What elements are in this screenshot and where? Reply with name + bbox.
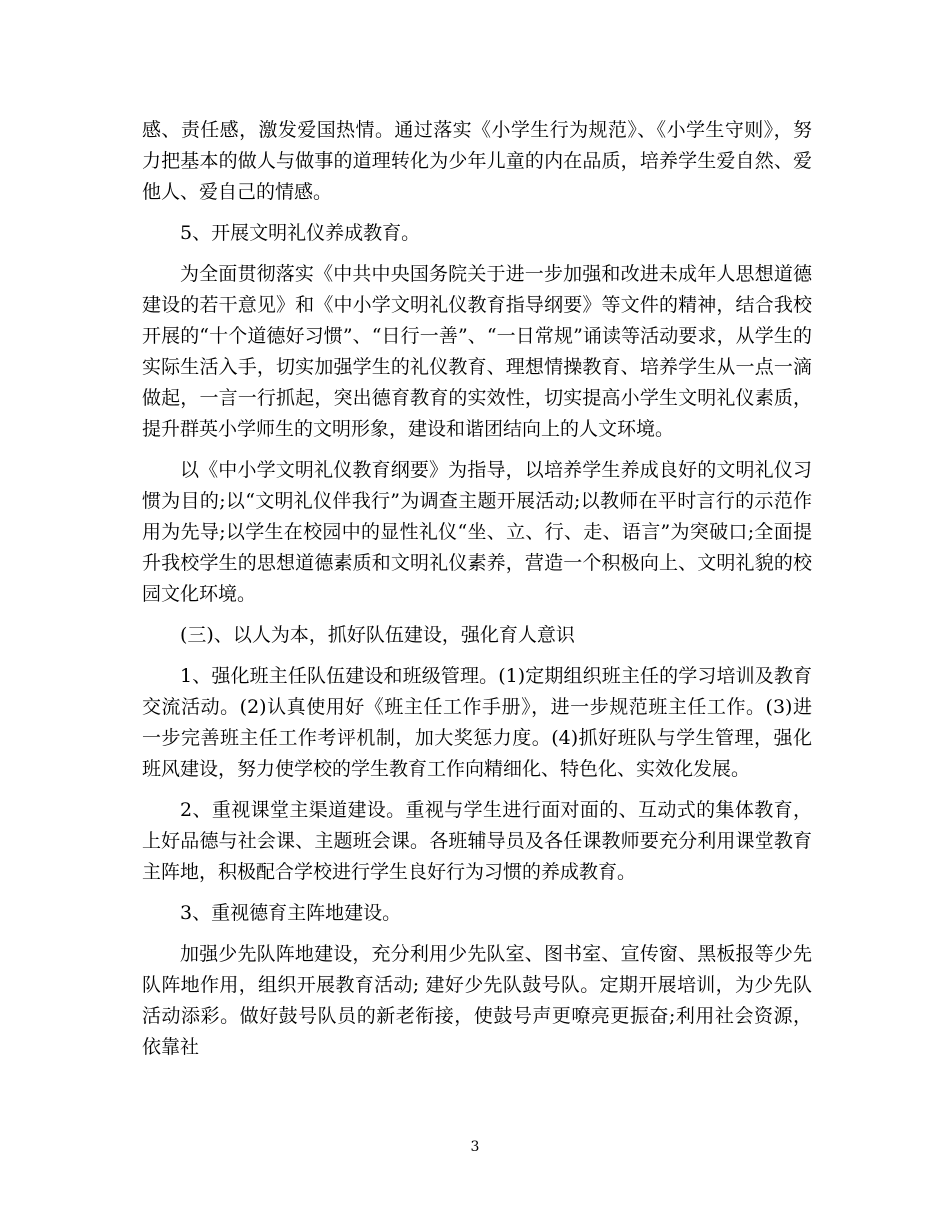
document-body bbox=[142, 115, 812, 1063]
paragraph-etiquette-implementation: 为全面贯彻落实《中共中央国务院关于进一步加强和改进未成年人思想道德建设的若干意见》和《中小学文明礼仪教育指导纲要》等文件的精神，结合我校开展的“十个道德好习惯”、“日行一善”、“一日常规”诵读等活动要求，从学生的实际生活入手，切实加强学生的礼仪教育、理想情操教育、培养学生从一点一滴做起，一言一行抓起，突出德育教育的实效性，切实提高小学生文明礼仪素质，提升群英小学师生的文明形象，建设和谐团结向上的人文环境。 bbox=[142, 263, 812, 440]
section-heading-team-building: (三)、以人为本，抓好队伍建设，强化育人意识 bbox=[180, 624, 575, 646]
section-heading-etiquette: 5、开展文明礼仪养成教育。 bbox=[180, 222, 421, 244]
paragraph-classroom: 2、重视课堂主渠道建设。重视与学生进行面对面的、互动式的集体教育，上好品德与社会课、主题班会课。各班辅导员及各任课教师要充分利用课堂教育主阵地，积极配合学校进行学生良好行为习惯的养成教育。 bbox=[142, 799, 812, 883]
page-number: 3 bbox=[470, 1139, 480, 1155]
paragraph-head-teacher: 1、强化班主任队伍建设和班级管理。(1)定期组织班主任的学习培训及教育交流活动。(2)认真使用好《班主任工作手册》，进一步规范班主任工作。(3)进一步完善班主任工作考评机制，加大奖惩力度。(4)抓好班队与学生管理，强化班风建设，努力使学校的学生教育工作向精细化、特色化、实效化发展。 bbox=[142, 665, 812, 780]
paragraph-etiquette-guideline: 以《中小学文明礼仪教育纲要》为指导，以培养学生养成良好的文明礼仪习惯为目的;以“文明礼仪伴我行”为调查主题开展活动;以教师在平时言行的示范作用为先导;以学生在校园中的显性礼仪“坐、立、行、走、语言”为突破口;全面提升我校学生的思想道德素质和文明礼仪素养，营造一个积极向上、文明礼貌的校园文化环境。 bbox=[142, 459, 812, 605]
paragraph-young-pioneers: 加强少先队阵地建设，充分利用少先队室、图书室、宣传窗、黑板报等少先队阵地作用，组织开展教育活动; 建好少先队鼓号队。定期开展培训，为少先队活动添彩。做好鼓号队员的新老衔接，使鼓号声更嘹亮更振奋;利用社会资源，依靠社 bbox=[142, 943, 812, 1058]
paragraph-continuation: 感、责任感，激发爱国热情。通过落实《小学生行为规范》、《小学生守则》，努力把基本的做人与做事的道理转化为少年儿童的内在品质，培养学生爱自然、爱他人、爱自己的情感。 bbox=[142, 119, 812, 203]
section-heading-moral-base: 3、重视德育主阵地建设。 bbox=[180, 902, 402, 924]
